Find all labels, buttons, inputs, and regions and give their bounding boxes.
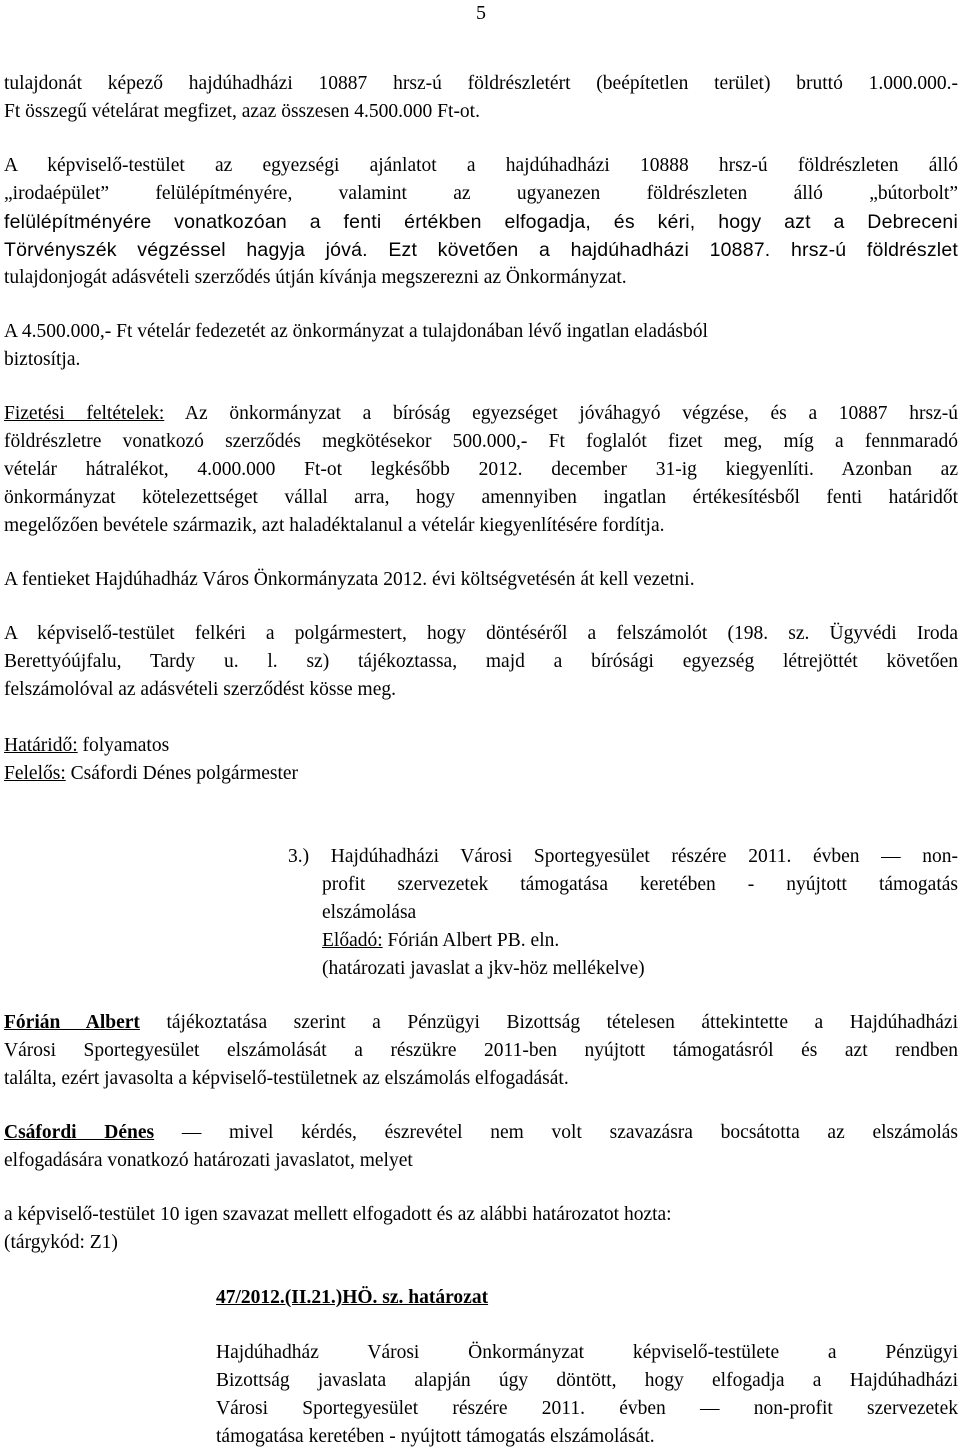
text-line: önkormányzat kötelezettséget vállal arra, hogy amennyiben ingatlan értékesítésből fenti határidőt bbox=[4, 487, 958, 508]
deadline-line bbox=[4, 732, 958, 760]
text-line: a képviselő-testület 10 igen szavazat mellett elfogadott és az alábbi határozatot hozta: bbox=[4, 1204, 672, 1225]
responsible-line bbox=[4, 760, 958, 788]
speaker-name: Fórián Albert bbox=[4, 1012, 140, 1033]
presenter-line bbox=[322, 927, 958, 955]
text-line: Berettyóújfalu, Tardy u. l. sz) tájékoztassa, majd a bírósági egyezség létrejöttét követően bbox=[4, 651, 958, 672]
presenter-label: Előadó: bbox=[322, 930, 383, 951]
text-line: felszámolóval az adásvételi szerződést kösse meg. bbox=[4, 679, 397, 700]
text-line: elfogadására vonatkozó határozati javaslatot, melyet bbox=[4, 1150, 413, 1171]
resolution-title: 47/2012.(II.21.)HÖ. sz. határozat bbox=[216, 1287, 489, 1308]
text-line: tulajdonát képező hajdúhadházi 10887 hrsz-ú földrészletért (beépítetlen terület) bruttó 1.000.000.- bbox=[4, 73, 958, 94]
text-line: A fentieket Hajdúhadház Város Önkormányzata 2012. évi költségvetésén át kell vezetni. bbox=[4, 569, 695, 590]
agenda-item-line: profit szervezetek támogatása keretében - nyújtott támogatás bbox=[322, 874, 958, 895]
resolution-line: Bizottság javaslata alapján úgy döntött, hogy elfogadja a Hajdúhadházi bbox=[216, 1370, 958, 1391]
resolution-line: Városi Sportegyesület részére 2011. évben — non-profit szervezetek bbox=[216, 1398, 958, 1419]
agenda-item-title: 3.) Hajdúhadházi Városi Sportegyesület részére 2011. évben — non- bbox=[288, 846, 958, 867]
text-line: felülépítményére vonatkozóan a fenti értékben elfogadja, és kéri, hogy azt a Debreceni bbox=[4, 211, 958, 233]
text-line: Városi Sportegyesület elszámolását a részükre 2011-ben nyújtott támogatásról és azt rendben bbox=[4, 1040, 958, 1061]
agenda-item-line: elszámolása bbox=[322, 902, 417, 923]
text-span: — mivel kérdés, észrevétel nem volt szavazásra bocsátotta az elszámolás bbox=[154, 1122, 958, 1143]
text-line: földrészletre vonatkozó szerződés megkötésekor 500.000,- Ft foglalót fizet meg, míg a fennmaradó bbox=[4, 431, 958, 452]
text-line: (tárgykód: Z1) bbox=[4, 1232, 118, 1253]
text-line: A 4.500.000,- Ft vételár fedezetét az önkormányzat a tulajdonában lévő ingatlan eladásból bbox=[4, 321, 708, 342]
text-line bbox=[4, 400, 958, 428]
text-line: A képviselő-testület felkéri a polgármestert, hogy döntéséről a felszámolót (198. sz. Ügyvédi Iroda bbox=[4, 623, 958, 644]
text-span: tájékoztatása szerint a Pénzügyi Bizottság tételesen áttekintette a Hajdúhadházi bbox=[139, 1012, 958, 1033]
text-line: tulajdonjogát adásvételi szerződés útján kívánja megszerezni az Önkormányzat. bbox=[4, 267, 627, 288]
page-number: 5 bbox=[476, 2, 486, 24]
text-span: Az önkormányzat a bíróság egyezséget jóváhagyó végzése, és a 10887 hrsz-ú bbox=[164, 403, 958, 424]
agenda-item-note: (határozati javaslat a jkv-höz mellékelve) bbox=[322, 958, 645, 979]
text-line: Ft összegű vételárat megfizet, azaz összesen 4.500.000 Ft-ot. bbox=[4, 101, 480, 122]
payment-terms-label: Fizetési feltételek: bbox=[4, 403, 165, 424]
responsible-label: Felelős: bbox=[4, 763, 66, 784]
text-line: A képviselő-testület az egyezségi ajánlatot a hajdúhadházi 10888 hrsz-ú földrészleten álló bbox=[4, 155, 958, 176]
resolution-line: Hajdúhadház Városi Önkormányzat képviselő-testülete a Pénzügyi bbox=[216, 1342, 958, 1363]
deadline-value: folyamatos bbox=[77, 735, 170, 756]
deadline-label: Határidő: bbox=[4, 735, 78, 756]
text-line: találta, ezért javasolta a képviselő-testületnek az elszámolás elfogadását. bbox=[4, 1068, 569, 1089]
resolution-line: támogatása keretében - nyújtott támogatás elszámolását. bbox=[216, 1426, 655, 1447]
text-line: Törvényszék végzéssel hagyja jóvá. Ezt követően a hajdúhadházi 10887. hrsz-ú földrészlet bbox=[4, 239, 958, 261]
text-line: megelőzően bevétele származik, azt haladéktalanul a vételár kiegyenlítésére fordítja. bbox=[4, 515, 665, 536]
speaker-name: Csáfordi Dénes bbox=[4, 1122, 155, 1143]
text-line: biztosítja. bbox=[4, 349, 81, 370]
text-line bbox=[4, 1009, 958, 1037]
responsible-value: Csáfordi Dénes polgármester bbox=[65, 763, 299, 784]
text-line bbox=[4, 1119, 958, 1147]
text-line: „irodaépület” felülépítményére, valamint az ugyanezen földrészleten álló „bútorbolt” bbox=[4, 183, 958, 204]
text-line: vételár hátralékot, 4.000.000 Ft-ot legkésőbb 2012. december 31-ig kiegyenlíti. Azonban az bbox=[4, 459, 958, 480]
presenter-value: Fórián Albert PB. eln. bbox=[382, 930, 560, 951]
